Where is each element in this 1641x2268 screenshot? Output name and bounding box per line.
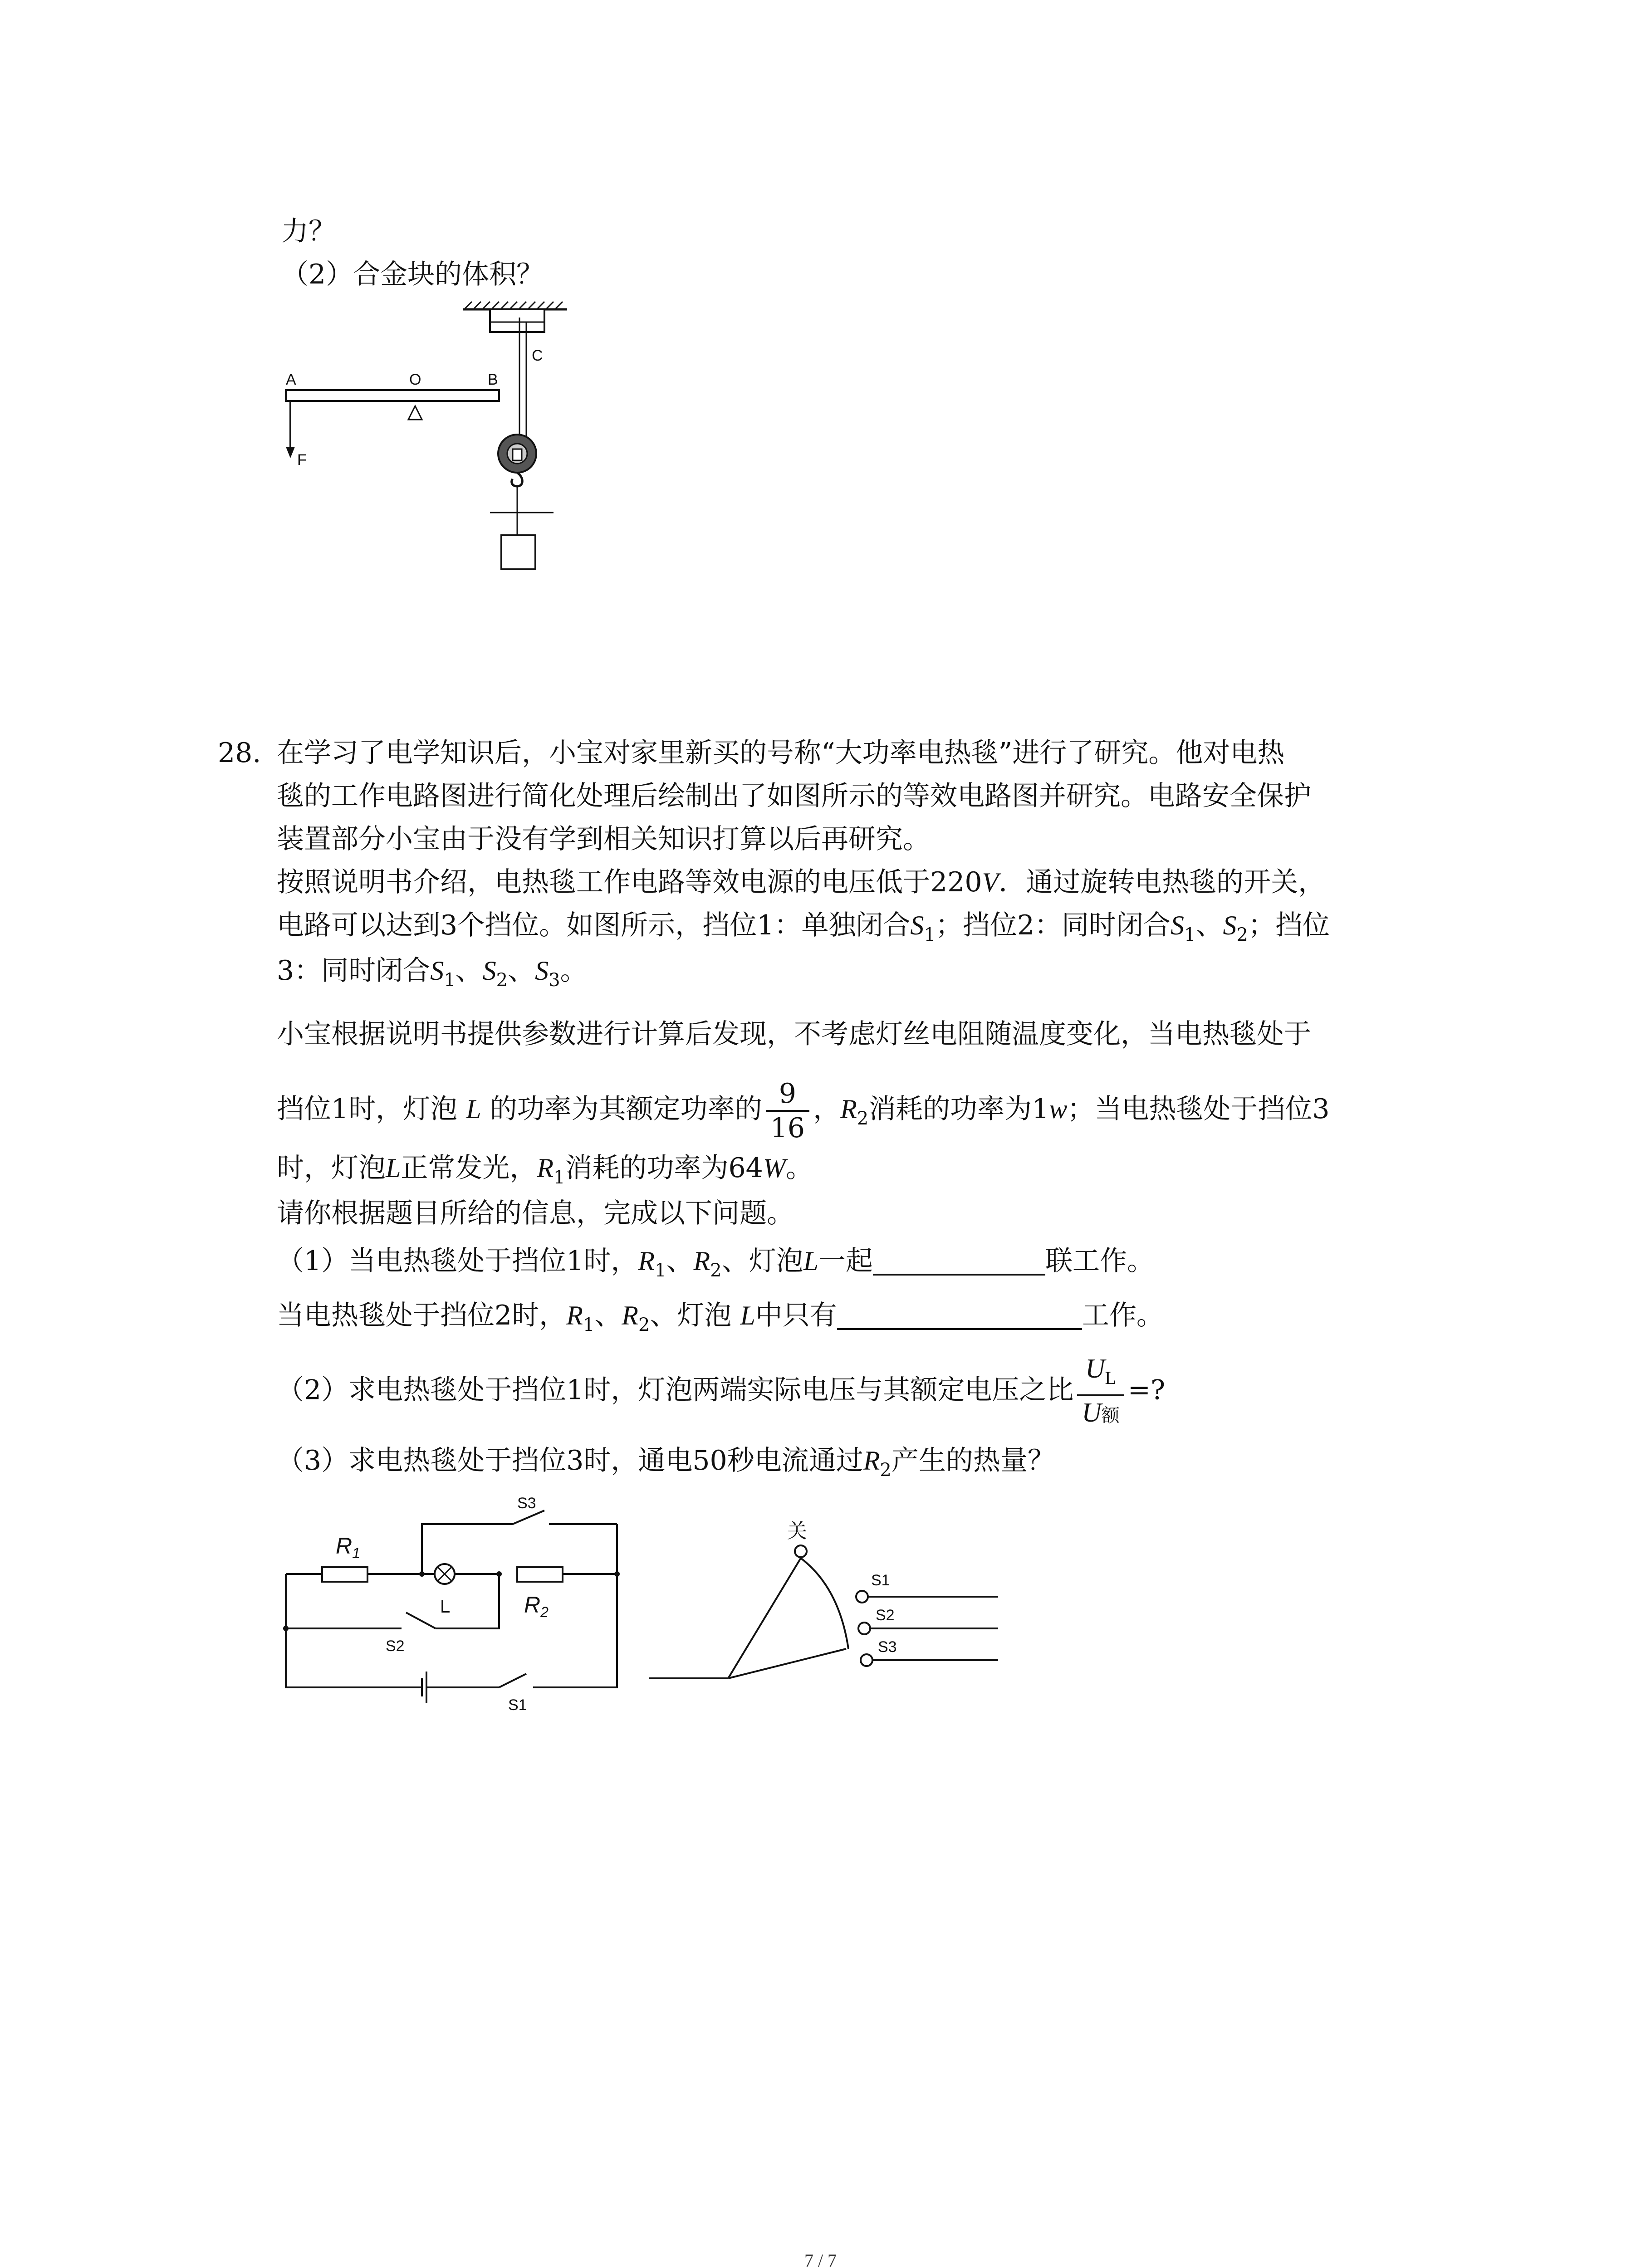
switch-label-off: 关 xyxy=(787,1520,807,1542)
q28-para2-line1: 按照说明书介绍，电热毯工作电路等效电源的电压低于220V．通过旋转电热毯的开关， xyxy=(277,866,1326,898)
lever-label-A: A xyxy=(286,371,296,388)
q28-subquestion-2: （2）求电热毯处于挡位1时，灯泡两端实际电压与其额定电压之比 $\frac{U_L}{\text{U额}}$ =? xyxy=(277,1354,1165,1430)
q28-para3-line1: 小宝根据说明书提供参数进行计算后发现，不考虑灯丝电阻随温度变化，当电热毯处于 xyxy=(277,1018,1311,1050)
lever-label-F: F xyxy=(297,451,307,469)
lever-label-O: O xyxy=(409,371,421,388)
circuit-label-S1: S1 xyxy=(508,1696,527,1714)
circuit-label-R1: $R_1$ xyxy=(336,1533,360,1561)
q28-para1-line3: 装置部分小宝由于没有学到相关知识打算以后再研究。 xyxy=(277,823,930,855)
fraction-UL-over-Urated: $\frac{U_L}{\text{U额}}$ xyxy=(1077,1354,1124,1430)
q28-para1-line2: 毯的工作电路图进行简化处理后绘制出了如图所示的等效电路图并研究。电路安全保护 xyxy=(277,780,1311,812)
answer-blank-working[interactable] xyxy=(837,1301,1082,1330)
lever-label-C: C xyxy=(532,347,543,364)
lever-label-B: B xyxy=(488,371,498,388)
q28-subquestion-3: （3）求电热毯处于挡位3时，通电50秒电流通过$R_2$产生的热量？ xyxy=(277,1445,1055,1481)
circuit-label-S2: S2 xyxy=(386,1637,405,1655)
circuit-label-R2: $R_2$ xyxy=(524,1592,549,1620)
q28-subquestion-1b: 当电热毯处于挡位2时，$R_1$、$R_2$、灯泡 L中只有 工作。 xyxy=(277,1300,1164,1335)
prev-subquestion-2: （2）合金块的体积？ xyxy=(281,259,544,290)
q28-para2-line3: 3：同时闭合$S_1$、$S_2$、$S_3$。 xyxy=(277,955,588,991)
q28-para3-line2: 挡位1时，灯泡 L 的功率为其额定功率的 $\frac{9}{16}$ ，$R_2$消耗的功率为1w；当电热毯处于挡位3 xyxy=(277,1078,1330,1144)
q28-subquestion-1: （1）当电热毯处于挡位1时，$R_1$、$R_2$、灯泡L一起 联工作。 xyxy=(277,1245,1154,1281)
switch-label-S3: S3 xyxy=(878,1638,897,1656)
fraction-9-16: $\frac{9}{16}$ xyxy=(766,1079,809,1143)
page-number: 7 / 7 xyxy=(804,2250,837,2268)
circuit-label-S3: S3 xyxy=(517,1497,536,1512)
q28-para4: 请你根据题目所给的信息，完成以下问题。 xyxy=(277,1198,794,1229)
rotary-switch-diagram xyxy=(649,1506,1012,1710)
switch-label-S1: S1 xyxy=(871,1572,890,1589)
prev-question-continuation: 力？ xyxy=(281,215,336,247)
q28-para2-line2: 电路可以达到3个挡位。如图所示，挡位1：单独闭合$S_1$；挡位2：同时闭合$S_1$、$S_2$；挡位 xyxy=(277,909,1330,945)
question-28-number: 28. xyxy=(218,737,261,769)
q28-para1-line1: 在学习了电学知识后，小宝对家里新买的号称“大功率电热毯”进行了研究。他对电热 xyxy=(277,737,1285,769)
lever-pulley-figure xyxy=(272,299,590,581)
switch-label-S2: S2 xyxy=(876,1607,895,1624)
q28-para3-line3: 时，灯泡L正常发光，$R_1$消耗的功率为64W。 xyxy=(277,1152,813,1188)
answer-blank-connection[interactable] xyxy=(873,1246,1045,1276)
circuit-diagram xyxy=(272,1497,635,1724)
circuit-label-L: L xyxy=(440,1597,451,1617)
